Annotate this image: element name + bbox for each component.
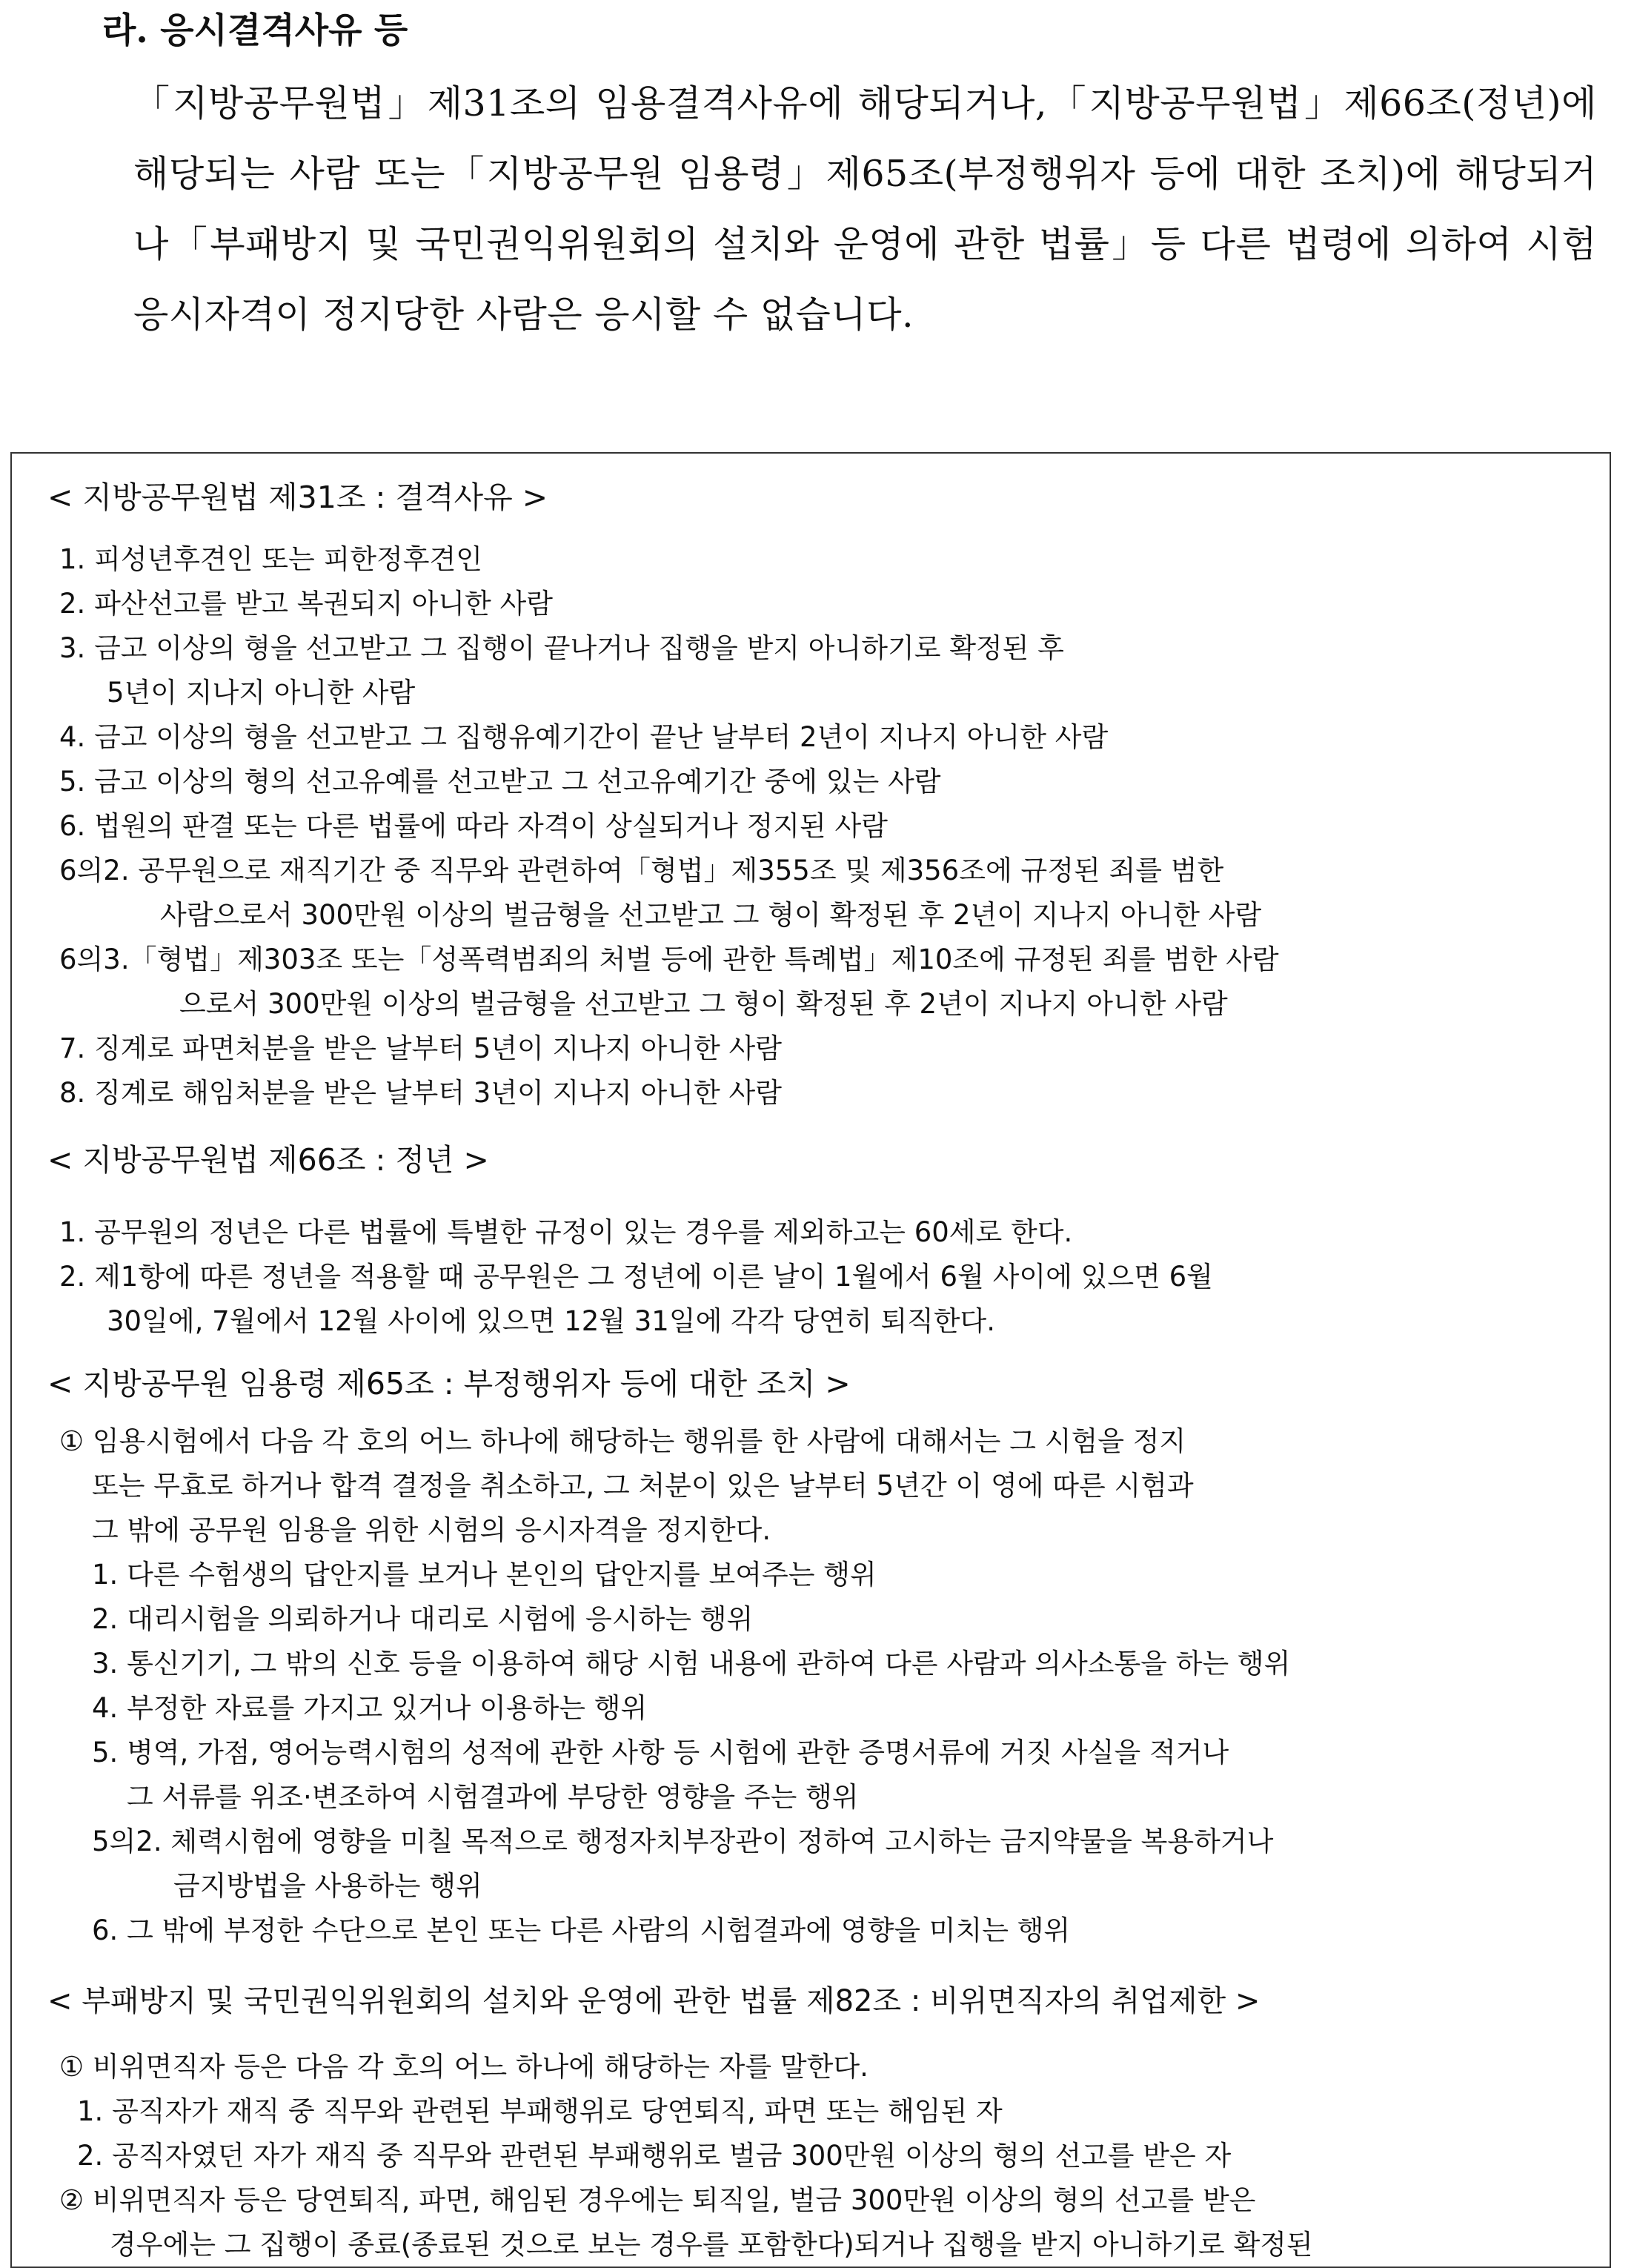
article-31-item: 7. 징계로 파면처분을 받은 날부터 5년이 지나지 아니한 사람 bbox=[59, 1032, 782, 1064]
decree-65-item: ① 임용시험에서 다음 각 호의 어느 하나에 해당하는 행위를 한 사람에 대해서는 그 시험을 정지 bbox=[59, 1425, 1186, 1457]
article-66-item: 1. 공무원의 정년은 다른 법률에 특별한 규정이 있는 경우를 제외하고는 60세로 한다. bbox=[59, 1216, 1073, 1248]
decree-65-item-cont: 또는 무효로 하거나 합격 결정을 취소하고, 그 처분이 있은 날부터 5년간 이 영에 따른 시험과 bbox=[92, 1470, 1194, 1502]
article-31-item-cont: 사람으로서 300만원 이상의 벌금형을 선고받고 그 형이 확정된 후 2년이 지나지 아니한 사람 bbox=[160, 899, 1262, 931]
decree-65-subitem-cont: 금지방법을 사용하는 행위 bbox=[173, 1870, 482, 1902]
decree-65-subitem: 5의2. 체력시험에 영향을 미칠 목적으로 행정자치부장관이 정하여 고시하는 금지약물을 복용하거나 bbox=[92, 1826, 1274, 1857]
article-31-item: 6의3.「형법」제303조 또는「성폭력범죄의 처벌 등에 관한 특례법」제10조에 규정된 죄를 범한 사람 bbox=[59, 944, 1279, 975]
article-31-item: 6의2. 공무원으로 재직기간 중 직무와 관련하여「형법」제355조 및 제356조에 규정된 죄를 범한 bbox=[59, 855, 1224, 886]
decree-65-subitem: 5. 병역, 가점, 영어능력시험의 성적에 관한 사항 등 시험에 관한 증명서류에 거짓 사실을 적거나 bbox=[92, 1737, 1229, 1768]
intro-paragraph: 「지방공무원법」제31조의 임용결격사유에 해당되거나,「지방공무원법」제66조(정년)에 해당되는 사람 또는「지방공무원 임용령」제65조(부정행위자 등에 대한 조치)에 해당되거나「부패방지 및 국민권익위원회의 설치와 운영에 관한 법률」등 다른 법령에 의하여 시험 응시자격이 정지당한 사람은 응시할 수 없습니다. bbox=[133, 82, 1597, 336]
article-31-item: 2. 파산선고를 받고 복권되지 아니한 사람 bbox=[59, 588, 553, 620]
decree-65-subitem: 6. 그 밖에 부정한 수단으로 본인 또는 다른 사람의 시험결과에 영향을 미치는 행위 bbox=[92, 1914, 1071, 1946]
decree-65-subitem: 2. 대리시험을 의뢰하거나 대리로 시험에 응시하는 행위 bbox=[92, 1603, 754, 1635]
section-heading: 라. 응시결격사유 등 bbox=[102, 10, 408, 51]
article-31-title: < 지방공무원법 제31조 : 결격사유 > bbox=[47, 480, 548, 515]
decree-65-subitem: 1. 다른 수험생의 답안지를 보거나 본인의 답안지를 보여주는 행위 bbox=[92, 1559, 877, 1591]
act-82-item-cont: 경우에는 그 집행이 종료(종료된 것으로 보는 경우를 포함한다)되거나 집행을 받지 아니하기로 확정된 bbox=[110, 2229, 1313, 2261]
article-31-item: 4. 금고 이상의 형을 선고받고 그 집행유예기간이 끝난 날부터 2년이 지나지 아니한 사람 bbox=[59, 721, 1109, 753]
decree-65-title: < 지방공무원 임용령 제65조 : 부정행위자 등에 대한 조치 > bbox=[47, 1366, 851, 1402]
article-31-item: 6. 법원의 판결 또는 다른 법률에 따라 자격이 상실되거나 정지된 사람 bbox=[59, 810, 888, 842]
act-82-item: ① 비위면직자 등은 다음 각 호의 어느 하나에 해당하는 자를 말한다. bbox=[59, 2051, 869, 2083]
act-82-item: ② 비위면직자 등은 당연퇴직, 파면, 해임된 경우에는 퇴직일, 벌금 300만원 이상의 형의 선고를 받은 bbox=[59, 2184, 1256, 2216]
article-31-item: 5. 금고 이상의 형의 선고유예를 선고받고 그 선고유예기간 중에 있는 사람 bbox=[59, 766, 941, 798]
article-66-title: < 지방공무원법 제66조 : 정년 > bbox=[47, 1142, 489, 1178]
act-82-subitem: 1. 공직자가 재직 중 직무와 관련된 부패행위로 당연퇴직, 파면 또는 해임된 자 bbox=[77, 2095, 1003, 2127]
article-31-item: 3. 금고 이상의 형을 선고받고 그 집행이 끝나거나 집행을 받지 아니하기로 확정된 후 bbox=[59, 632, 1064, 664]
article-31-item: 8. 징계로 해임처분을 받은 날부터 3년이 지나지 아니한 사람 bbox=[59, 1077, 782, 1109]
decree-65-subitem: 4. 부정한 자료를 가지고 있거나 이용하는 행위 bbox=[92, 1692, 648, 1724]
decree-65-subitem: 3. 통신기기, 그 밖의 신호 등을 이용하여 해당 시험 내용에 관하여 다른 사람과 의사소통을 하는 행위 bbox=[92, 1648, 1291, 1680]
article-66-item: 2. 제1항에 따른 정년을 적용할 때 공무원은 그 정년에 이른 날이 1월에서 6월 사이에 있으면 6월 bbox=[59, 1261, 1213, 1293]
decree-65-item-cont: 그 밖에 공무원 임용을 위한 시험의 응시자격을 정지한다. bbox=[92, 1514, 771, 1546]
article-31-item-cont: 으로서 300만원 이상의 벌금형을 선고받고 그 형이 확정된 후 2년이 지나지 아니한 사람 bbox=[179, 988, 1228, 1020]
article-31-item: 1. 피성년후견인 또는 피한정후견인 bbox=[59, 543, 482, 575]
decree-65-subitem-cont: 그 서류를 위조·변조하여 시험결과에 부당한 영향을 주는 행위 bbox=[127, 1781, 859, 1813]
article-66-item-cont: 30일에, 7월에서 12월 사이에 있으면 12월 31일에 각각 당연히 퇴직한다. bbox=[107, 1305, 996, 1337]
act-82-title: < 부패방지 및 국민권익위원회의 설치와 운영에 관한 법률 제82조 : 비위면직자의 취업제한 > bbox=[47, 1984, 1261, 2018]
article-31-item-cont: 5년이 지나지 아니한 사람 bbox=[107, 677, 416, 709]
act-82-subitem: 2. 공직자였던 자가 재직 중 직무와 관련된 부패행위로 벌금 300만원 이상의 형의 선고를 받은 자 bbox=[77, 2140, 1232, 2172]
law-excerpt-box bbox=[10, 452, 1611, 2268]
